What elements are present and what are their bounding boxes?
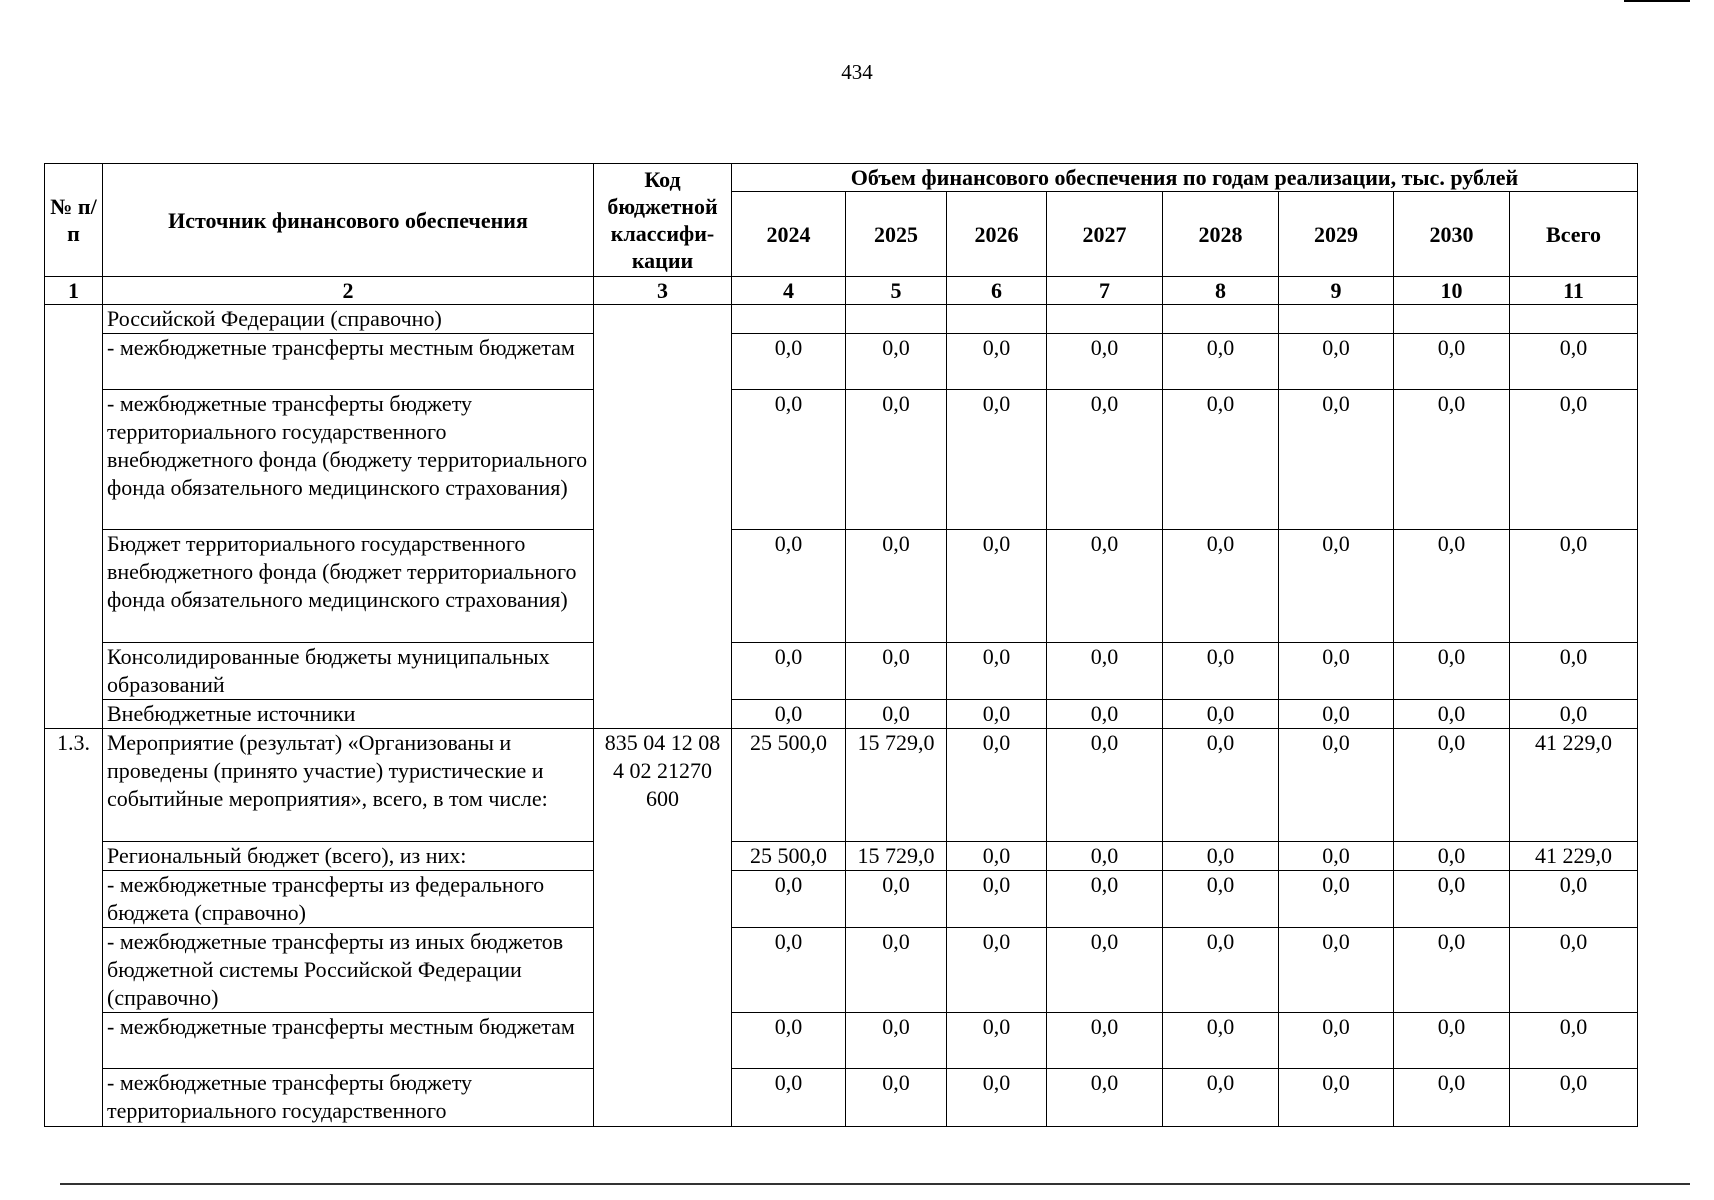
code-cell: 835 04 12 08 4 02 21270 600: [594, 729, 732, 1127]
value-cell: 0,0: [947, 1013, 1047, 1069]
source-label: - межбюджетные трансферты местным бюджетам: [103, 334, 594, 390]
value-cell: 0,0: [1163, 334, 1279, 390]
value-cell: 0,0: [1394, 842, 1510, 871]
column-number: 10: [1394, 277, 1510, 305]
column-number: 5: [846, 277, 947, 305]
table-row: [45, 1013, 1638, 1069]
value-cell: 0,0: [1279, 1069, 1394, 1127]
value-cell: [1510, 305, 1638, 334]
header-year: 2026: [947, 192, 1047, 277]
table-row: [45, 729, 1638, 842]
value-cell: 0,0: [1047, 871, 1163, 928]
value-cell: 15 729,0: [846, 842, 947, 871]
value-cell: 0,0: [1394, 928, 1510, 1013]
value-cell: 0,0: [1510, 1013, 1638, 1069]
source-label: - межбюджетные трансферты бюджету территориального государственного: [103, 1069, 594, 1127]
value-cell: 0,0: [846, 700, 947, 729]
header-num: № п/п: [45, 164, 103, 277]
value-cell: 0,0: [732, 928, 846, 1013]
column-number: 3: [594, 277, 732, 305]
value-cell: 0,0: [1394, 390, 1510, 530]
table-row: [45, 842, 1638, 871]
value-cell: 0,0: [846, 871, 947, 928]
value-cell: [1394, 305, 1510, 334]
value-cell: 0,0: [947, 1069, 1047, 1127]
value-cell: 25 500,0: [732, 729, 846, 842]
value-cell: 0,0: [1510, 871, 1638, 928]
value-cell: 0,0: [1510, 928, 1638, 1013]
financing-table: [44, 163, 1638, 1127]
value-cell: 0,0: [1279, 928, 1394, 1013]
value-cell: 0,0: [1163, 390, 1279, 530]
column-number: 1: [45, 277, 103, 305]
value-cell: 0,0: [1510, 390, 1638, 530]
value-cell: 0,0: [1394, 1069, 1510, 1127]
value-cell: 0,0: [1163, 729, 1279, 842]
header-row-top: [45, 164, 1638, 192]
value-cell: 0,0: [1047, 842, 1163, 871]
value-cell: [1047, 305, 1163, 334]
value-cell: 0,0: [732, 390, 846, 530]
column-number: 6: [947, 277, 1047, 305]
value-cell: 0,0: [846, 390, 947, 530]
value-cell: [1279, 305, 1394, 334]
value-cell: 41 229,0: [1510, 729, 1638, 842]
value-cell: [947, 305, 1047, 334]
value-cell: 0,0: [1047, 390, 1163, 530]
value-cell: 0,0: [1163, 700, 1279, 729]
value-cell: 25 500,0: [732, 842, 846, 871]
column-number-row: [45, 277, 1638, 305]
value-cell: 0,0: [732, 530, 846, 643]
header-source: Источник финансового обеспечения: [103, 164, 594, 277]
header-code: Код бюджетной классифи-кации: [594, 164, 732, 277]
value-cell: 0,0: [947, 729, 1047, 842]
value-cell: 0,0: [1510, 530, 1638, 643]
value-cell: 0,0: [1510, 1069, 1638, 1127]
column-number: 2: [103, 277, 594, 305]
value-cell: 0,0: [1279, 390, 1394, 530]
value-cell: 0,0: [1163, 871, 1279, 928]
column-number: 8: [1163, 277, 1279, 305]
value-cell: 0,0: [1047, 530, 1163, 643]
value-cell: 0,0: [1279, 700, 1394, 729]
value-cell: 0,0: [1047, 700, 1163, 729]
top-right-rule: [1624, 0, 1690, 2]
value-cell: 0,0: [1047, 928, 1163, 1013]
source-label: Консолидированные бюджеты муниципальных образований: [103, 643, 594, 700]
table-row: [45, 530, 1638, 643]
value-cell: 0,0: [732, 334, 846, 390]
value-cell: 0,0: [1163, 1013, 1279, 1069]
value-cell: [846, 305, 947, 334]
value-cell: 0,0: [947, 643, 1047, 700]
value-cell: 0,0: [732, 1013, 846, 1069]
value-cell: 0,0: [732, 643, 846, 700]
source-label: Внебюджетные источники: [103, 700, 594, 729]
value-cell: 0,0: [1279, 729, 1394, 842]
value-cell: 0,0: [947, 700, 1047, 729]
bottom-rule: [60, 1183, 1690, 1185]
header-year: 2024: [732, 192, 846, 277]
value-cell: 0,0: [1047, 1069, 1163, 1127]
column-number: 11: [1510, 277, 1638, 305]
source-label: Бюджет территориального государственного внебюджетного фонда (бюджет территориального фонда обязательного медицинского страхования): [103, 530, 594, 643]
value-cell: 0,0: [1394, 530, 1510, 643]
table-row: [45, 1069, 1638, 1127]
table-row: [45, 700, 1638, 729]
value-cell: 0,0: [732, 700, 846, 729]
table-row: [45, 643, 1638, 700]
header-year: 2029: [1279, 192, 1394, 277]
value-cell: 0,0: [1279, 1013, 1394, 1069]
value-cell: 0,0: [947, 842, 1047, 871]
value-cell: 0,0: [947, 334, 1047, 390]
header-volume: Объем финансового обеспечения по годам реализации, тыс. рублей: [732, 164, 1638, 192]
table-row: [45, 305, 1638, 334]
value-cell: 0,0: [947, 390, 1047, 530]
value-cell: 0,0: [1279, 334, 1394, 390]
header-year: 2025: [846, 192, 947, 277]
value-cell: 0,0: [846, 1069, 947, 1127]
value-cell: 0,0: [947, 928, 1047, 1013]
value-cell: 0,0: [1394, 334, 1510, 390]
table-row: [45, 871, 1638, 928]
table-row: [45, 928, 1638, 1013]
source-label: - межбюджетные трансферты из иных бюджетов бюджетной системы Российской Федерации (справочно): [103, 928, 594, 1013]
page-number: 434: [841, 60, 873, 84]
value-cell: 0,0: [732, 871, 846, 928]
header-year: 2028: [1163, 192, 1279, 277]
header-total: Всего: [1510, 192, 1638, 277]
value-cell: 0,0: [846, 530, 947, 643]
value-cell: 0,0: [1279, 871, 1394, 928]
value-cell: 0,0: [1047, 729, 1163, 842]
value-cell: 0,0: [1047, 1013, 1163, 1069]
value-cell: 0,0: [1510, 643, 1638, 700]
value-cell: 41 229,0: [1510, 842, 1638, 871]
header-year: 2027: [1047, 192, 1163, 277]
value-cell: 0,0: [1510, 700, 1638, 729]
value-cell: [1163, 305, 1279, 334]
value-cell: 0,0: [1163, 643, 1279, 700]
value-cell: 0,0: [732, 1069, 846, 1127]
value-cell: 0,0: [1394, 700, 1510, 729]
value-cell: 0,0: [846, 928, 947, 1013]
row-number-cell: 1.3.: [45, 729, 103, 1127]
value-cell: 0,0: [1394, 1013, 1510, 1069]
table-row: [45, 334, 1638, 390]
value-cell: 0,0: [1279, 530, 1394, 643]
value-cell: 0,0: [846, 334, 947, 390]
value-cell: 0,0: [846, 1013, 947, 1069]
value-cell: 0,0: [846, 643, 947, 700]
header-year: 2030: [1394, 192, 1510, 277]
code-cell: [594, 305, 732, 729]
value-cell: 0,0: [947, 530, 1047, 643]
source-label: Мероприятие (результат) «Организованы и проведены (принято участие) туристические и событийные мероприятия», всего, в том числе:: [103, 729, 594, 842]
value-cell: 15 729,0: [846, 729, 947, 842]
value-cell: 0,0: [1163, 928, 1279, 1013]
value-cell: [732, 305, 846, 334]
value-cell: 0,0: [1163, 1069, 1279, 1127]
value-cell: 0,0: [1394, 729, 1510, 842]
value-cell: 0,0: [1510, 334, 1638, 390]
value-cell: 0,0: [1047, 334, 1163, 390]
source-label: - межбюджетные трансферты из федерального бюджета (справочно): [103, 871, 594, 928]
value-cell: 0,0: [1279, 842, 1394, 871]
value-cell: 0,0: [1163, 842, 1279, 871]
column-number: 7: [1047, 277, 1163, 305]
source-label: - межбюджетные трансферты местным бюджетам: [103, 1013, 594, 1069]
source-label: Региональный бюджет (всего), из них:: [103, 842, 594, 871]
value-cell: 0,0: [1047, 643, 1163, 700]
table-row: [45, 390, 1638, 530]
column-number: 9: [1279, 277, 1394, 305]
value-cell: 0,0: [1163, 530, 1279, 643]
value-cell: 0,0: [1394, 643, 1510, 700]
value-cell: 0,0: [1394, 871, 1510, 928]
row-number-cell: [45, 305, 103, 729]
source-label: - межбюджетные трансферты бюджету территориального государственного внебюджетного фонда (бюджету территориального фонда обязательного медицинского страхования): [103, 390, 594, 530]
column-number: 4: [732, 277, 846, 305]
value-cell: 0,0: [947, 871, 1047, 928]
source-label: Российской Федерации (справочно): [103, 305, 594, 334]
value-cell: 0,0: [1279, 643, 1394, 700]
